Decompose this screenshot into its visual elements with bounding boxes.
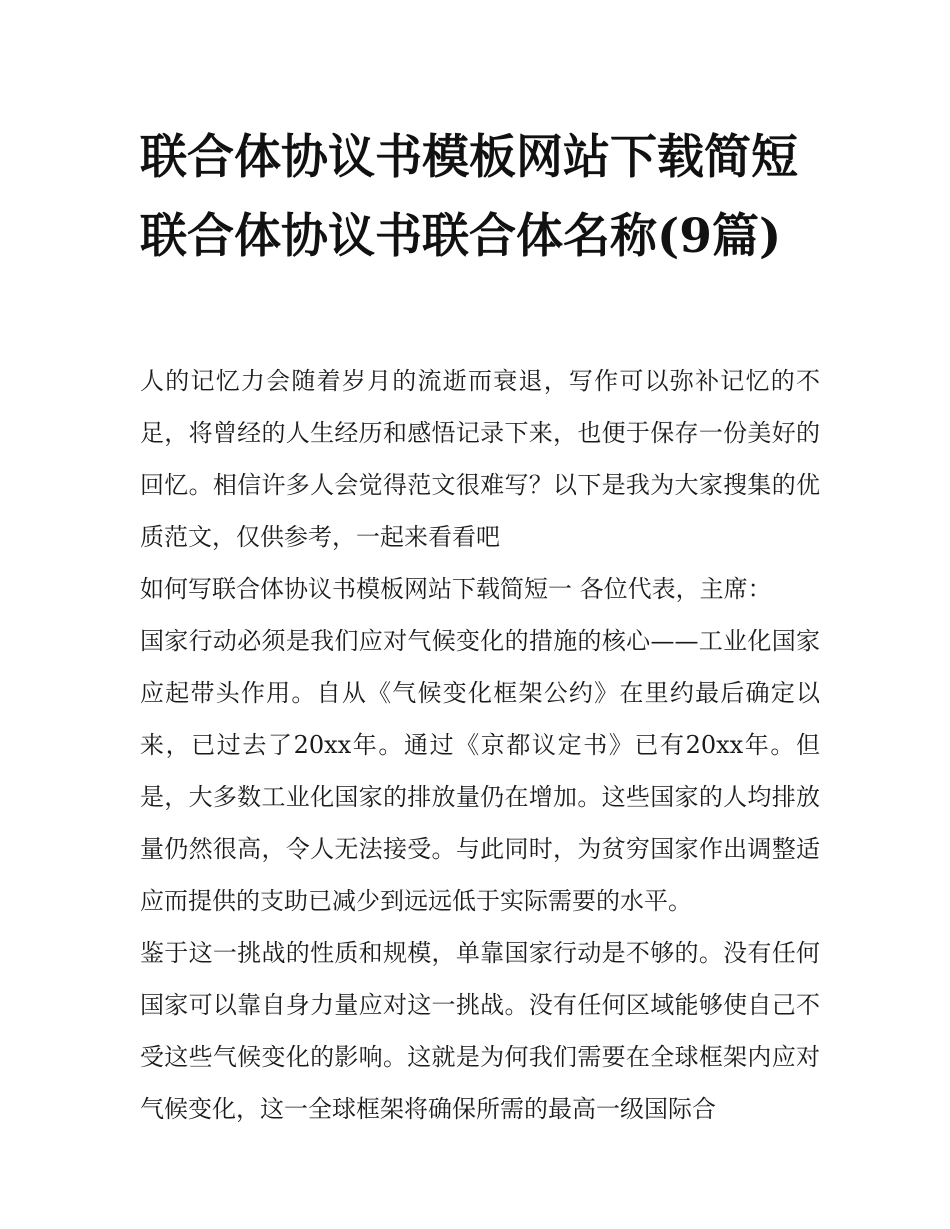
document-body <box>140 355 820 1135</box>
page-title: 联合体协议书模板网站下载简短 联合体协议书联合体名称(9篇) <box>140 130 798 264</box>
section-heading-paragraph: 如何写联合体协议书模板网站下载简短一 各位代表，主席： <box>140 575 772 603</box>
body-paragraph: 国家行动必须是我们应对气候变化的措施的核心——工业化国家应起带头作用。自从《气候变化框架公约》在里约最后确定以来，已过去了20xx年。通过《京都议定书》已有20xx年。但是，大多数工业化国家的排放量仍在增加。这些国家的人均排放量仍然很高，令人无法接受。与此同时，为贫穷国家作出调整适应而提供的支助已减少到远远低于实际需要的水平。 <box>140 627 820 915</box>
intro-paragraph: 人的记忆力会随着岁月的流逝而衰退，写作可以弥补记忆的不足，将曾经的人生经历和感悟记录下来，也便于保存一份美好的回忆。相信许多人会觉得范文很难写？以下是我为大家搜集的优质范文，仅供参考，一起来看看吧 <box>140 367 820 551</box>
body-paragraph: 鉴于这一挑战的性质和规模，单靠国家行动是不够的。没有任何国家可以靠自身力量应对这一挑战。没有任何区域能够使自己不受这些气候变化的影响。这就是为何我们需要在全球框架内应对气候变化，这一全球框架将确保所需的最高一级国际合 <box>140 939 820 1123</box>
